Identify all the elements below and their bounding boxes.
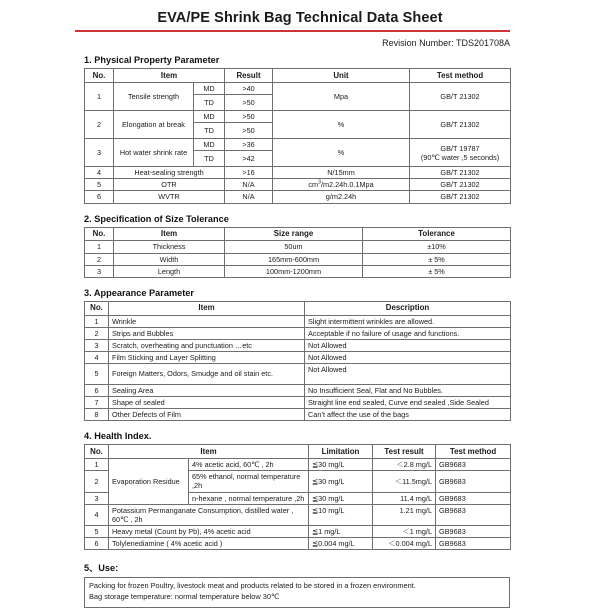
cell-item: Wrinkle [109,315,305,327]
column-header-size-range: Size range [225,227,363,241]
section-health-index [84,431,510,550]
cell-test-method: GB9683 [436,471,511,492]
cell-no: 4 [85,351,109,363]
cell-test-result: ＜1 mg/L [373,525,436,537]
section-heading-health: 4. Health Index. [84,431,152,442]
cell-test-method: GB/T 21302 [410,179,511,191]
cell-size-range: 100mm-1200mm [225,265,363,277]
use-description-box [84,577,510,607]
column-header-item: Item [114,227,225,241]
revision-number: Revision Number: TDS201708A [382,38,510,48]
cell-direction: TD [194,94,225,110]
cell-description: Not Allowed [305,364,511,385]
column-header-test-method: Test method [436,445,511,459]
table-row [85,167,511,179]
cell-result: >50 [225,94,273,110]
cell-item: Thickness [114,241,225,253]
table-row [85,110,511,122]
table-header-row [85,301,511,315]
table-row [85,409,511,421]
cell-unit: N/15mm [273,167,410,179]
cell-item: Heavy metal (Count by Pb), 4% acetic acid [109,525,309,537]
cell-limitation: ≦30 mg/L [309,492,373,504]
table-row [85,82,511,94]
cell-limitation: ≦10 mg/L [309,504,373,525]
cell-no: 5 [85,525,109,537]
cell-test-method: GB9683 [436,492,511,504]
cell-item: Tensile strength [114,82,194,110]
cell-no: 6 [85,385,109,397]
cell-test-method: GB/T 21302 [410,110,511,138]
unit-prefix: cm [308,180,319,190]
cell-direction: MD [194,139,225,151]
cell-no: 3 [85,139,114,167]
section-heading-appearance: 3. Appearance Parameter [84,287,194,298]
cell-test-method: GB/T 21302 [410,82,511,110]
cell-no: 2 [85,253,114,265]
column-header-item: Item [109,445,309,459]
cell-description: Slight intermittent wrinkles are allowed. [305,315,511,327]
title-divider [75,30,510,32]
cell-unit: % [273,139,410,167]
cell-item: Sealing Area [109,385,305,397]
table-row [85,504,511,525]
column-header-test-method: Test method [410,69,511,83]
cell-limitation: ≦0.004 mg/L [309,538,373,550]
cell-item: Scratch, overheating and punctuation …etc [109,339,305,351]
cell-limitation: ≦30 mg/L [309,459,373,471]
cell-group-label: Evaporation Residue [109,459,189,504]
section-heading-use: 5、Use: [84,563,119,574]
unit-superscript: 3 [318,179,321,186]
use-line: Packing for frozen Poultry, livestock meat and products related to be stored in a frozen environment. [89,581,416,591]
cell-item: OTR [114,179,225,191]
cell-item: Hot water shrink rate [114,139,194,167]
table-header-row [85,227,511,241]
table-row [85,351,511,363]
column-header-no: No. [85,69,114,83]
column-header-result: Result [225,69,273,83]
column-header-no: No. [85,227,114,241]
table-row [85,397,511,409]
cell-direction: MD [194,110,225,122]
cell-no: 5 [85,179,114,191]
cell-no: 7 [85,397,109,409]
cell-no: 1 [85,459,109,471]
cell-result: >16 [225,167,273,179]
cell-item: Tolylenediamine ( 4% acetic acid ) [109,538,309,550]
cell-no: 3 [85,339,109,351]
cell-result: >50 [225,110,273,122]
cell-item: Length [114,265,225,277]
cell-test-method [410,139,511,167]
table-row [85,525,511,537]
cell-result: >36 [225,139,273,151]
cell-direction: MD [194,82,225,94]
cell-description: No Insufficient Seal, Flat and No Bubbles. [305,385,511,397]
cell-item: Width [114,253,225,265]
column-header-no: No. [85,445,109,459]
cell-no: 4 [85,504,109,525]
table-row [85,139,511,151]
table-row [85,191,511,203]
table-size-tolerance [84,227,511,278]
cell-item: Other Defects of Film [109,409,305,421]
cell-no: 3 [85,265,114,277]
section-size-tolerance [84,214,510,278]
column-header-item: Item [114,69,225,83]
cell-no: 6 [85,538,109,550]
cell-description: Not Allowed [305,351,511,363]
cell-direction: TD [194,151,225,167]
section-use [84,560,510,607]
cell-unit [273,179,410,191]
unit-suffix: /m2.24h.0.1Mpa [320,180,374,190]
cell-no: 1 [85,315,109,327]
table-row [85,385,511,397]
section-heading-tolerance: 2. Specification of Size Tolerance [84,213,229,224]
column-header-unit: Unit [273,69,410,83]
column-header-test-result: Test result [373,445,436,459]
cell-item: Film Sticking and Layer Splitting [109,351,305,363]
cell-result: N/A [225,179,273,191]
table-row [85,364,511,385]
table-row [85,253,511,265]
cell-test-result: 1.21 mg/L [373,504,436,525]
cell-test-method: GB9683 [436,538,511,550]
table-health-index [84,444,511,550]
cell-description: Straight line end sealed, Curve end sealed ,Side Sealed [305,397,511,409]
column-header-item: Item [109,301,305,315]
table-physical-property [84,68,511,204]
cell-no: 1 [85,241,114,253]
cell-description: Acceptable if no failure of usage and functions. [305,327,511,339]
cell-no: 2 [85,471,109,492]
table-appearance-parameter [84,301,511,422]
cell-result: >40 [225,82,273,94]
cell-result: >50 [225,123,273,139]
document-content [0,55,600,608]
page-title: EVA/PE Shrink Bag Technical Data Sheet [157,10,443,26]
section-appearance-parameter [84,288,510,422]
cell-no: 8 [85,409,109,421]
table-header-row [85,445,511,459]
column-header-no: No. [85,301,109,315]
table-row [85,339,511,351]
cell-unit: % [273,110,410,138]
cell-unit: Mpa [273,82,410,110]
table-row [85,327,511,339]
cell-no: 2 [85,327,109,339]
cell-no: 3 [85,492,109,504]
cell-result: N/A [225,191,273,203]
table-header-row [85,69,511,83]
cell-no: 6 [85,191,114,203]
cell-test-method: GB9683 [436,504,511,525]
cell-description: Can’t affect the use of the bags [305,409,511,421]
cell-tolerance: ± 5% [363,265,511,277]
cell-no: 1 [85,82,114,110]
cell-test-result: ＜11.5mg/L [373,471,436,492]
cell-item: Foreign Matters, Odors, Smudge and oil stain etc. [109,364,305,385]
cell-tolerance: ±10% [363,241,511,253]
column-header-limitation: Limitation [309,445,373,459]
cell-test-method: GB/T 21302 [410,167,511,179]
cell-test-result: ＜2.8 mg/L [373,459,436,471]
cell-test-result: 11.4 mg/L [373,492,436,504]
cell-item: 65% ethanol, normal temperature ,2h [189,471,309,492]
cell-test-result: ＜0.004 mg/L [373,538,436,550]
table-row [85,315,511,327]
cell-test-method: GB9683 [436,525,511,537]
cell-limitation: ≦30 mg/L [309,471,373,492]
cell-item: Shape of sealed [109,397,305,409]
cell-item: Strips and Bubbles [109,327,305,339]
cell-item: Heat-sealing strength [114,167,225,179]
cell-item: WVTR [114,191,225,203]
test-method-code: GB/T 19787 [440,143,480,153]
cell-direction: TD [194,123,225,139]
cell-no: 2 [85,110,114,138]
cell-description: Not Allowed [305,339,511,351]
cell-no: 4 [85,167,114,179]
use-line: Bag storage temperature: normal temperature below 30℃ [89,591,280,601]
cell-item: n-hexane , normal temperature ,2h [189,492,309,504]
cell-size-range: 165mm-600mm [225,253,363,265]
table-row [85,179,511,191]
table-row [85,241,511,253]
test-method-note: (90℃ water ,5 seconds) [420,152,500,162]
cell-test-method: GB/T 21302 [410,191,511,203]
cell-item: Potassium Permanganate Consumption, distilled water , 60℃ , 2h [109,504,309,525]
section-physical-property [84,55,510,204]
section-heading-physical: 1. Physical Property Parameter [84,55,220,65]
cell-unit: g/m2.24h [273,191,410,203]
cell-item: 4% acetic acid, 60℃ , 2h [189,459,309,471]
cell-size-range: 50um [225,241,363,253]
cell-tolerance: ± 5% [363,253,511,265]
cell-test-method: GB9683 [436,459,511,471]
cell-no: 5 [85,364,109,385]
cell-result: >42 [225,151,273,167]
cell-item: Elongation at break [114,110,194,138]
column-header-tolerance: Tolerance [363,227,511,241]
cell-limitation: ≦1 mg/L [309,525,373,537]
table-row [85,265,511,277]
table-row [85,538,511,550]
table-row [85,459,511,471]
column-header-description: Description [305,301,511,315]
